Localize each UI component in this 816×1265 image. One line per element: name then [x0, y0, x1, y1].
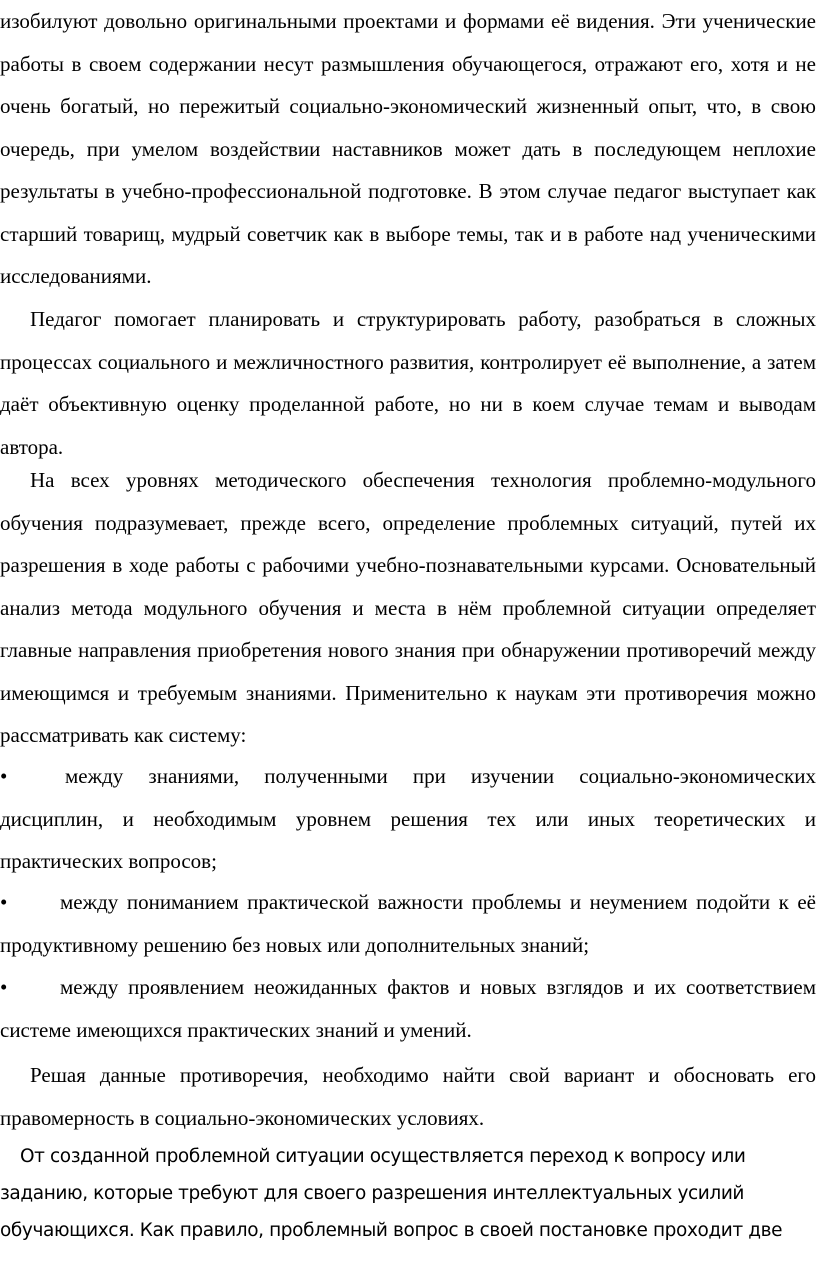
- bullet-text: между знаниями, полученными при изучении социально-экономических дисциплин, и необходимым уровнем решения тех или иных теоретических и практических вопросов;: [0, 764, 816, 873]
- bullet-symbol: •: [0, 764, 8, 788]
- paragraph-3: На всех уровнях методического обеспечения технология проблемно-модульного обучения подразумевает, прежде всего, определение проблемных ситуаций, путей их разрешения в ходе работы с рабочими учебно-познавательными курсами. Основательный анализ метода модульного обучения и места в нём проблемной ситуации определяет главные направления приобретения нового знания при обнаружении противоречий между имеющимся и требуемым знаниями. Применительно к наукам эти противоречия можно рассматривать как систему:: [0, 468, 816, 747]
- bullet-item-1: [0, 755, 816, 883]
- bullet-item-3: [0, 966, 816, 1051]
- paragraph-4: Решая данные противоречия, необходимо найти свой вариант и обосновать его правомерность в социально-экономических условиях.: [0, 1063, 816, 1130]
- bullet-symbol: •: [0, 975, 8, 999]
- bullet-text: между пониманием практической важности проблемы и неумением подойти к её продуктивному решению без новых или дополнительных знаний;: [0, 890, 816, 957]
- bullet-item-2: [0, 881, 816, 966]
- paragraph-1: изобилуют довольно оригинальными проектами и формами её видения. Эти ученические работы в своем содержании несут размышления обучающегося, отражают его, хотя и не очень богатый, но пережитый социально-экономический жизненный опыт, что, в свою очередь, при умелом воздействии наставников может дать в последующем неплохие результаты в учебно-профессиональной подготовке. В этом случае педагог выступает как старший товарищ, мудрый советчик как в выборе темы, так и в работе над ученическими исследованиями.: [0, 9, 816, 288]
- paragraph-2: Педагог помогает планировать и структурировать работу, разобраться в сложных процессах социального и межличностного развития, контролирует её выполнение, а затем даёт объективную оценку проделанной работе, но ни в коем случае темам и выводам автора.: [0, 307, 816, 459]
- bullet-text: между проявлением неожиданных фактов и новых взглядов и их соответствием системе имеющихся практических знаний и умений.: [0, 975, 816, 1042]
- paragraph-5: От созданной проблемной ситуации осуществляется переход к вопросу или заданию, которые требуют для своего разрешения интеллектуальных усилий обучающихся. Как правило, проблемный вопрос в своей постановке проходит две: [0, 1146, 783, 1241]
- bullet-symbol: •: [0, 890, 8, 914]
